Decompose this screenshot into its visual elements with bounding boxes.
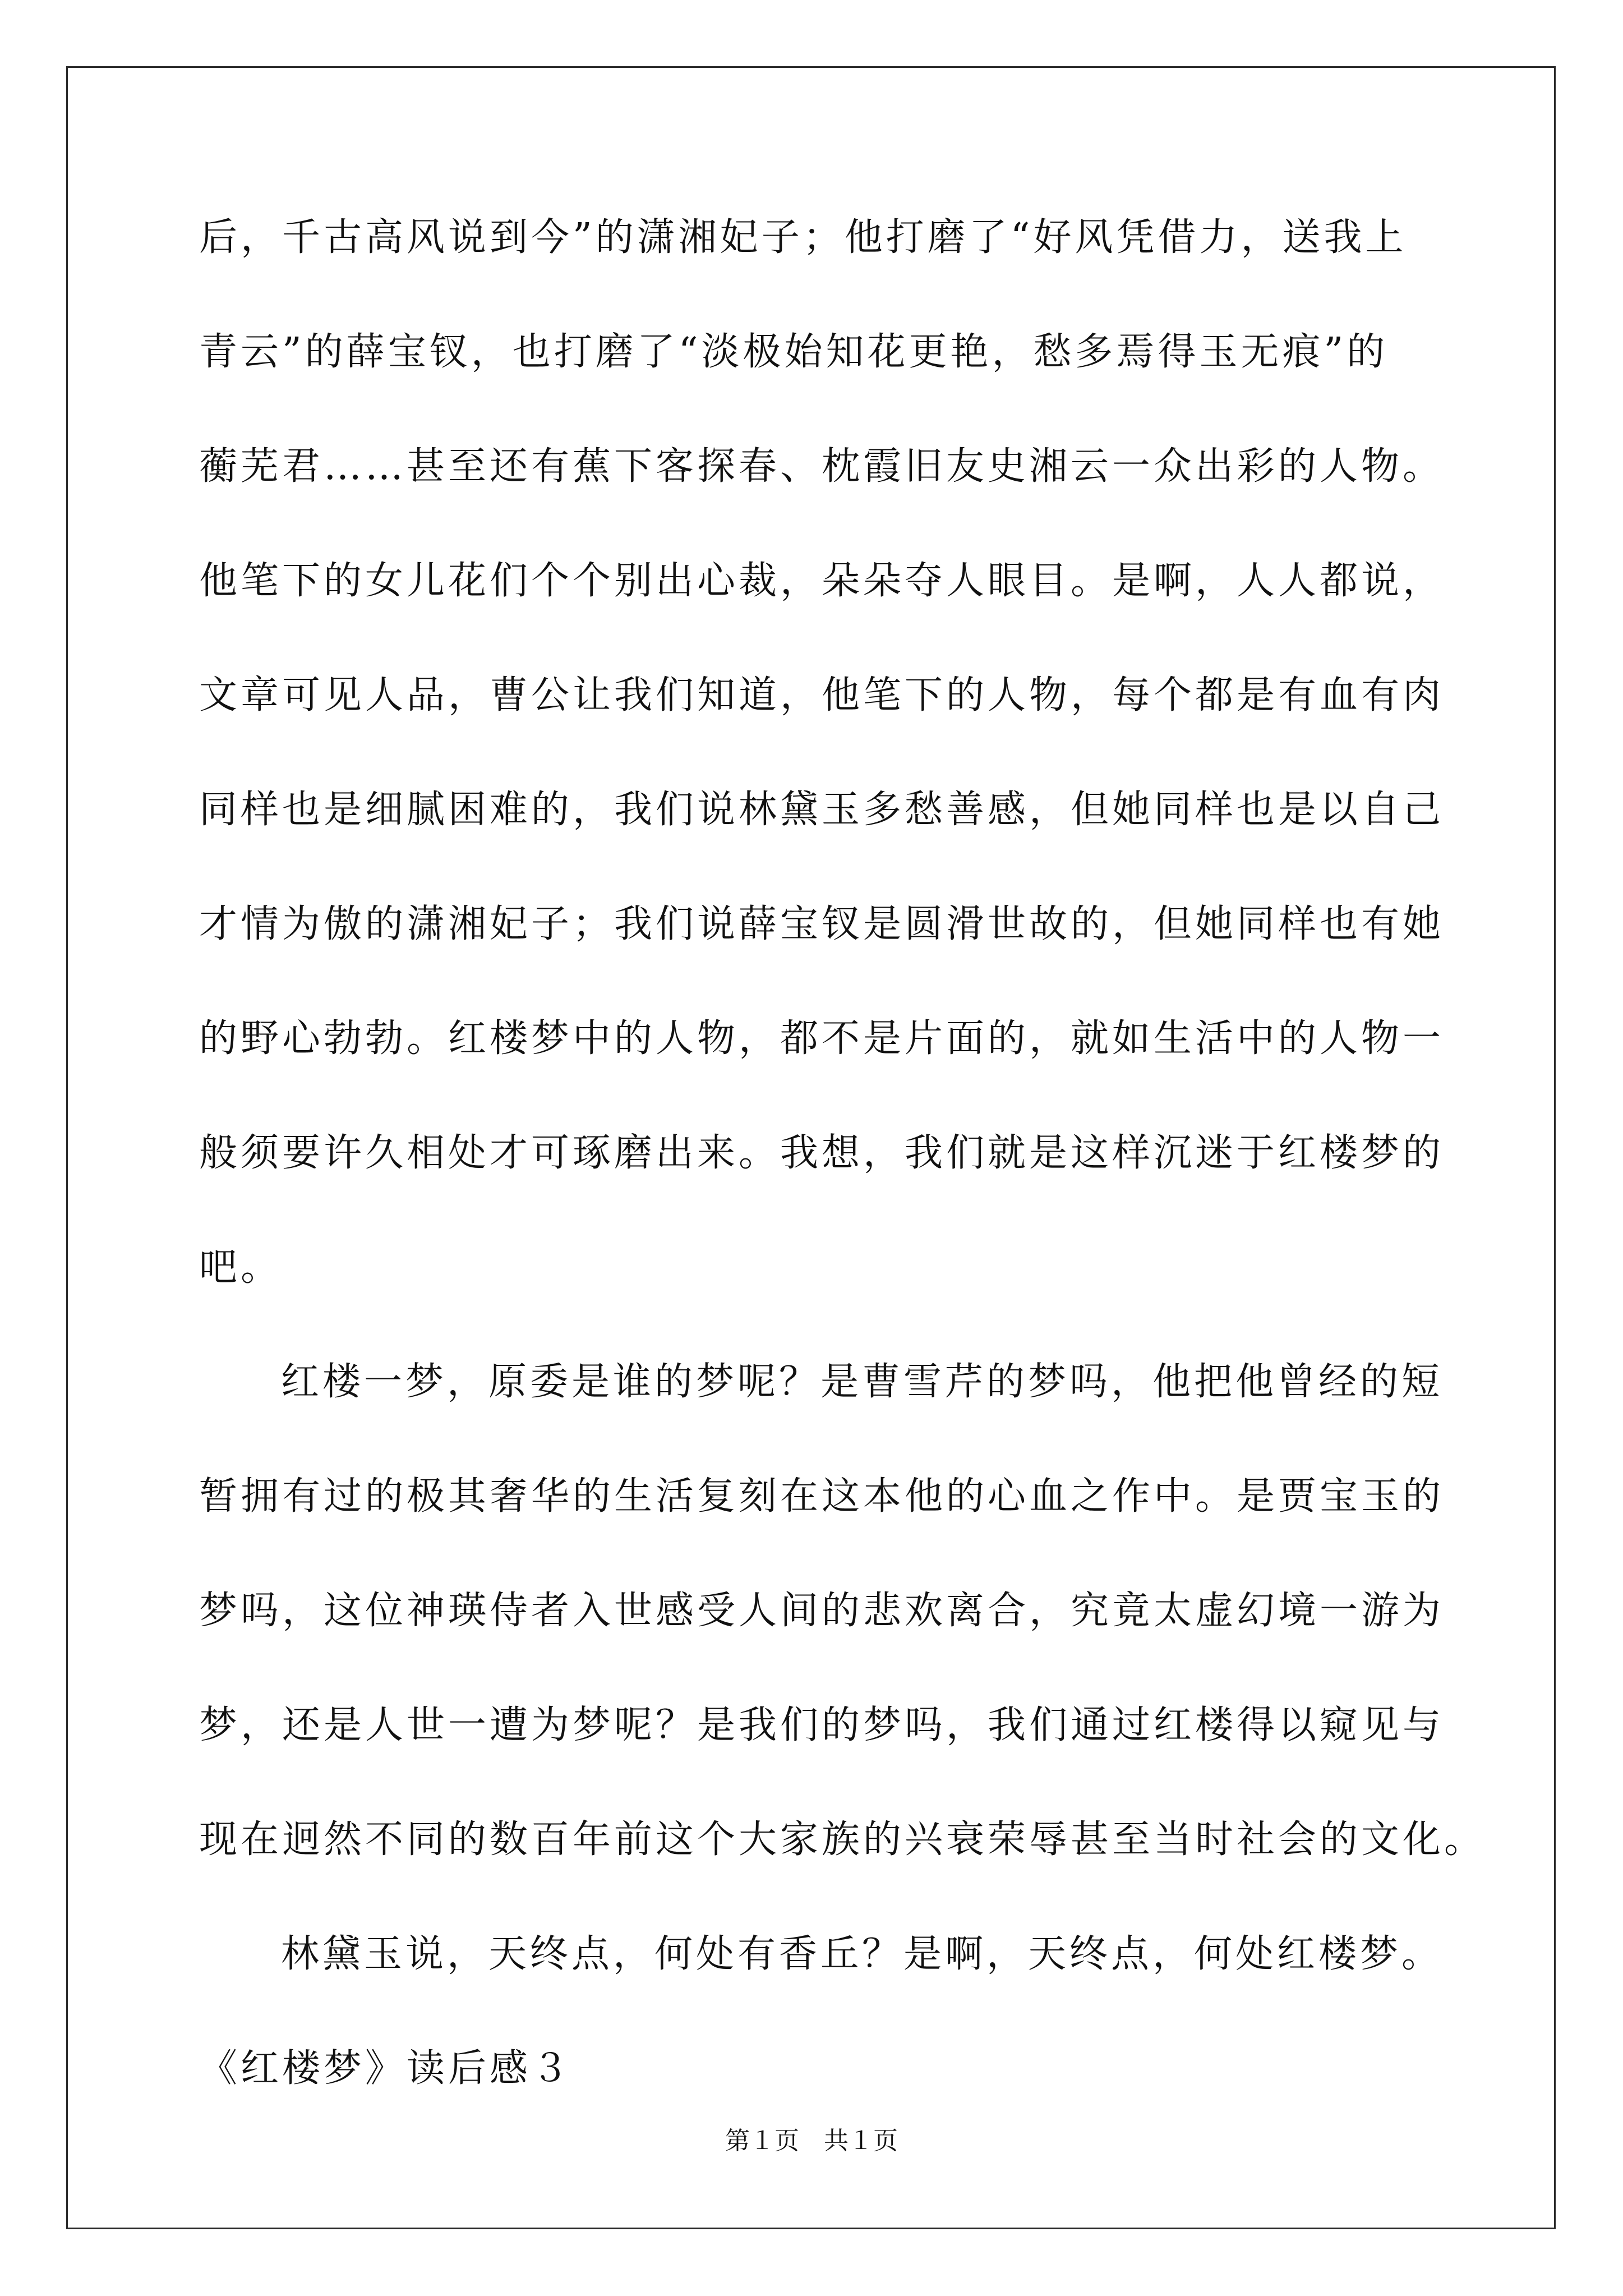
section-heading: 《红楼梦》读后感３: [199, 2046, 573, 2091]
page-footer: 第１页 共１页: [725, 2127, 898, 2155]
paragraph-start-line: 红楼一梦，原委是谁的梦呢？是曹雪芹的梦吗，他把他曾经的短: [281, 1360, 1444, 1404]
paragraph-start-line: 林黛玉说，天终点，何处有香丘？是啊，天终点，何处红楼梦。: [281, 1932, 1444, 1976]
text-line: 暂拥有过的极其奢华的生活复刻在这本他的心血之作中。是贾宝玉的: [199, 1474, 1445, 1519]
text-line: 后，千古高风说到今”的潇湘妃子；他打磨了“好风凭借力，送我上: [199, 215, 1407, 260]
text-line: 梦，还是人世一遭为梦呢？是我们的梦吗，我们通过红楼得以窥见与: [199, 1703, 1445, 1747]
text-line: 吧。: [199, 1245, 283, 1290]
text-line: 青云”的薛宝钗，也打磨了“淡极始知花更艳，愁多焉得玉无痕”的: [199, 330, 1389, 374]
text-line: 梦吗，这位神瑛侍者入世感受人间的悲欢离合，究竟太虚幻境一游为: [199, 1589, 1445, 1633]
text-line: 般须要许久相处才可琢磨出来。我想，我们就是这样沉迷于红楼梦的: [199, 1131, 1445, 1175]
text-line: 同样也是细腻困难的，我们说林黛玉多愁善感，但她同样也是以自己: [199, 788, 1445, 832]
text-line: 文章可见人品，曹公让我们知道，他笔下的人物，每个都是有血有肉: [199, 673, 1445, 717]
document-body: [199, 215, 1486, 2164]
text-line: 的野心勃勃。红楼梦中的人物，都不是片面的，就如生活中的人物一: [199, 1016, 1445, 1061]
text-line: 才情为傲的潇湘妃子；我们说薛宝钗是圆滑世故的，但她同样也有她: [199, 902, 1445, 946]
text-line: 他笔下的女儿花们个个别出心裁，朵朵夺人眼目。是啊，人人都说，: [199, 559, 1445, 603]
text-line: 蘅芜君……甚至还有蕉下客探春、枕霞旧友史湘云一众出彩的人物。: [199, 444, 1445, 489]
text-line: 现在迥然不同的数百年前这个大家族的兴衰荣辱甚至当时社会的文化。: [199, 1818, 1486, 1862]
